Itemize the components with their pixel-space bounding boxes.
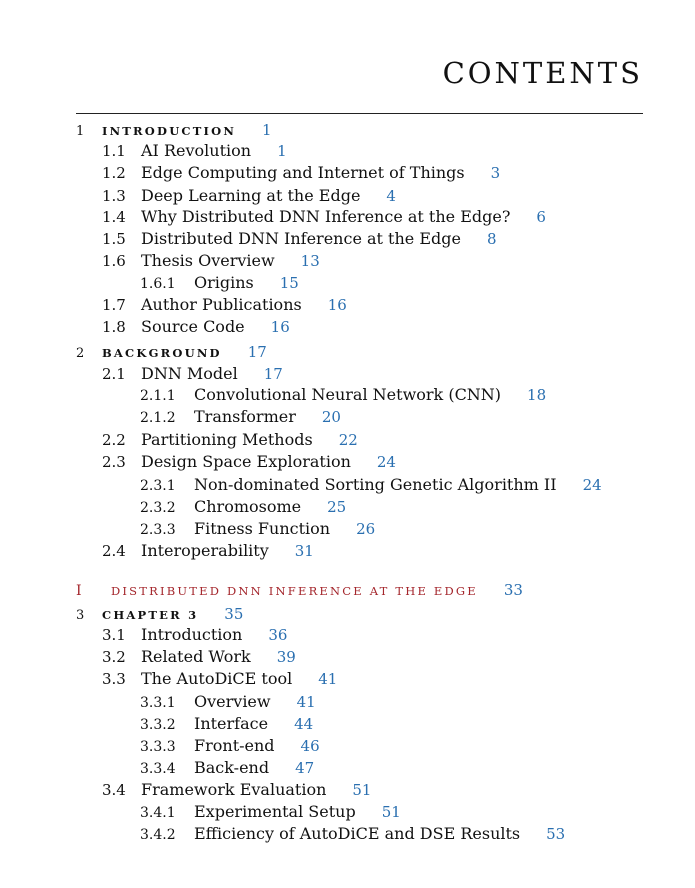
toc-entry-page-link[interactable]: 36 xyxy=(268,626,288,644)
toc-entry-number: 3.2 xyxy=(102,648,126,666)
toc-entry-page-link[interactable]: 17 xyxy=(263,365,283,383)
toc-entry[interactable] xyxy=(102,185,396,207)
toc-entry-page-link[interactable]: 39 xyxy=(276,648,296,666)
toc-entry-title: Interoperability xyxy=(141,541,269,560)
toc-entry-title: CHAPTER 3 xyxy=(102,608,199,622)
toc-entry-number: 2.1.2 xyxy=(140,410,176,426)
toc-entry-number: 3.3.3 xyxy=(140,739,176,755)
toc-entry-number: 2.4 xyxy=(102,542,126,560)
toc-entry[interactable] xyxy=(140,713,313,735)
toc-entry[interactable] xyxy=(102,162,500,184)
toc-entry-title: BACKGROUND xyxy=(102,346,222,360)
toc-entry[interactable] xyxy=(76,341,267,363)
toc-entry[interactable] xyxy=(140,691,316,713)
toc-entry-page-link[interactable]: 22 xyxy=(338,431,358,449)
toc-entry[interactable] xyxy=(140,406,341,428)
toc-entry-title: Efficiency of AutoDiCE and DSE Results xyxy=(194,824,521,843)
toc-entry-page-link[interactable]: 13 xyxy=(300,252,320,270)
toc-entry-number: 3.3.1 xyxy=(140,695,176,711)
toc-entry-title: Source Code xyxy=(141,317,245,336)
toc-entry[interactable] xyxy=(102,294,347,316)
toc-entry-number: 3.4 xyxy=(102,781,126,799)
toc-entry-number: 3 xyxy=(76,608,85,623)
toc-entry[interactable] xyxy=(76,603,243,625)
toc-entry-number: 3.4.2 xyxy=(140,827,176,843)
toc-entry-page-link[interactable]: 44 xyxy=(294,715,314,733)
toc-entry-page-link[interactable]: 47 xyxy=(295,759,315,777)
toc-entry-number: 2.1.1 xyxy=(140,388,176,404)
toc-entry-title: Design Space Exploration xyxy=(141,452,351,471)
toc-entry[interactable] xyxy=(102,228,497,250)
toc-entry[interactable] xyxy=(76,119,272,141)
toc-entry-page-link[interactable]: 16 xyxy=(270,318,290,336)
toc-entry[interactable] xyxy=(140,474,602,496)
toc-entry-number: 1.3 xyxy=(102,187,126,205)
toc-entry-number: 2.3.1 xyxy=(140,478,176,494)
toc-entry-title: The AutoDiCE tool xyxy=(141,669,293,688)
toc-entry-title: Related Work xyxy=(141,647,251,666)
toc-entry-title: Thesis Overview xyxy=(141,251,275,270)
toc-entry-title: Back-end xyxy=(194,758,270,777)
toc-entry-page-link[interactable]: 31 xyxy=(294,542,314,560)
toc-entry-number: 1.4 xyxy=(102,208,126,226)
toc-entry-page-link[interactable]: 51 xyxy=(381,803,401,821)
toc-entry-page-link[interactable]: 33 xyxy=(503,581,523,599)
toc-entry[interactable] xyxy=(102,451,396,473)
toc-entry-number: 2.3.2 xyxy=(140,500,176,516)
toc-entry[interactable] xyxy=(140,735,320,757)
toc-entry-page-link[interactable]: 26 xyxy=(356,520,376,538)
toc-entry-title: Interface xyxy=(194,714,269,733)
toc-entry[interactable] xyxy=(102,779,371,801)
toc-entry-number: 3.3 xyxy=(102,670,126,688)
toc-entry[interactable] xyxy=(102,140,287,162)
toc-entry[interactable] xyxy=(140,757,314,779)
toc-entry-title: Deep Learning at the Edge xyxy=(141,186,361,205)
toc-entry-page-link[interactable]: 17 xyxy=(247,343,267,361)
toc-entry-number: 3.3.2 xyxy=(140,717,176,733)
toc-entry-title: Chromosome xyxy=(194,497,302,516)
toc-entry-page-link[interactable]: 1 xyxy=(262,121,272,139)
page-title: CONTENTS xyxy=(442,56,643,90)
toc-entry-title: Overview xyxy=(194,692,271,711)
toc-entry[interactable] xyxy=(102,540,314,562)
toc-entry-title: Fitness Function xyxy=(194,519,331,538)
toc-entry[interactable] xyxy=(140,496,346,518)
toc-entry-number: 3.3.4 xyxy=(140,761,176,777)
toc-entry-number: 1.7 xyxy=(102,296,126,314)
toc-entry-page-link[interactable]: 1 xyxy=(277,142,287,160)
toc-entry-page-link[interactable]: 24 xyxy=(376,453,396,471)
toc-entry-title: Why Distributed DNN Inference at the Edge? xyxy=(141,207,511,226)
toc-entry[interactable] xyxy=(140,823,565,845)
toc-entry-number: 2.1 xyxy=(102,365,126,383)
toc-entry-page-link[interactable]: 25 xyxy=(327,498,347,516)
toc-entry-page-link[interactable]: 3 xyxy=(490,164,501,182)
toc-entry-title: AI Revolution xyxy=(141,141,252,160)
toc-entry[interactable] xyxy=(140,272,299,294)
toc-entry-page-link[interactable]: 53 xyxy=(546,825,566,843)
toc-entry[interactable] xyxy=(102,429,358,451)
toc-entry-title: Author Publications xyxy=(141,295,302,314)
toc-entry-title: Edge Computing and Internet of Things xyxy=(141,163,465,182)
toc-entry-page-link[interactable]: 18 xyxy=(527,386,547,404)
toc-entry-title: Experimental Setup xyxy=(194,802,356,821)
toc-entry[interactable] xyxy=(102,646,296,668)
toc-entry[interactable] xyxy=(102,363,283,385)
toc-entry[interactable] xyxy=(102,206,546,228)
toc-entry[interactable] xyxy=(140,801,401,823)
toc-entry-page-link[interactable]: 4 xyxy=(386,187,396,205)
toc-entry-page-link[interactable]: 35 xyxy=(224,605,244,623)
toc-entry-number: 3.4.1 xyxy=(140,805,176,821)
toc-entry-page-link[interactable]: 6 xyxy=(536,208,546,226)
toc-entry-title: Introduction xyxy=(141,625,243,644)
toc-entry[interactable] xyxy=(102,316,290,338)
toc-entry-number: 2.2 xyxy=(102,431,126,449)
toc-entry-title: Non-dominated Sorting Genetic Algorithm II xyxy=(194,475,557,494)
toc-entry-page-link[interactable]: 41 xyxy=(318,670,338,688)
toc-entry-number: 1.6 xyxy=(102,252,126,270)
toc-entry-title: INTRODUCTION xyxy=(102,124,237,138)
toc-entry-number: 2 xyxy=(76,346,85,361)
toc-entry-title: Distributed DNN Inference at the Edge xyxy=(141,229,461,248)
toc-entry[interactable] xyxy=(102,624,287,646)
toc-entry-page-link[interactable]: 15 xyxy=(279,274,299,292)
toc-entry[interactable] xyxy=(140,518,375,540)
toc-entry-page-link[interactable]: 24 xyxy=(582,476,602,494)
toc-entry-title: Origins xyxy=(194,273,254,292)
toc-entry-number: 1.6.1 xyxy=(140,276,176,292)
toc-entry-number: 2.3 xyxy=(102,453,126,471)
toc-entry-number: I xyxy=(76,583,82,599)
toc-entry-page-link[interactable]: 46 xyxy=(300,737,320,755)
toc-entry-title: Transformer xyxy=(194,407,296,426)
toc-entry-page-link[interactable]: 51 xyxy=(352,781,372,799)
toc-entry-title: DNN Model xyxy=(141,364,238,383)
toc-entry-number: 3.1 xyxy=(102,626,126,644)
toc-entry-page-link[interactable]: 20 xyxy=(321,408,341,426)
toc-entry-title: Partitioning Methods xyxy=(141,430,313,449)
toc-entry-number: 1 xyxy=(76,124,85,139)
toc-entry[interactable] xyxy=(76,579,523,601)
toc-entry-page-link[interactable]: 41 xyxy=(296,693,316,711)
toc-entry[interactable] xyxy=(102,250,320,272)
toc-entry-title: Front-end xyxy=(194,736,275,755)
toc-entry-number: 2.3.3 xyxy=(140,522,176,538)
toc-entry-number: 1.5 xyxy=(102,230,126,248)
toc-entry-number: 1.1 xyxy=(102,142,126,160)
toc-entry-number: 1.2 xyxy=(102,164,126,182)
toc-entry-number: 1.8 xyxy=(102,318,126,336)
toc-entry[interactable] xyxy=(102,668,337,690)
toc-entry-title: DISTRIBUTED DNN INFERENCE AT THE EDGE xyxy=(111,584,478,598)
toc-entry-page-link[interactable]: 16 xyxy=(327,296,347,314)
toc-entry[interactable] xyxy=(140,384,546,406)
toc-entry-title: Framework Evaluation xyxy=(141,780,327,799)
toc-entry-title: Convolutional Neural Network (CNN) xyxy=(194,385,502,404)
toc-entry-page-link[interactable]: 8 xyxy=(486,230,497,248)
